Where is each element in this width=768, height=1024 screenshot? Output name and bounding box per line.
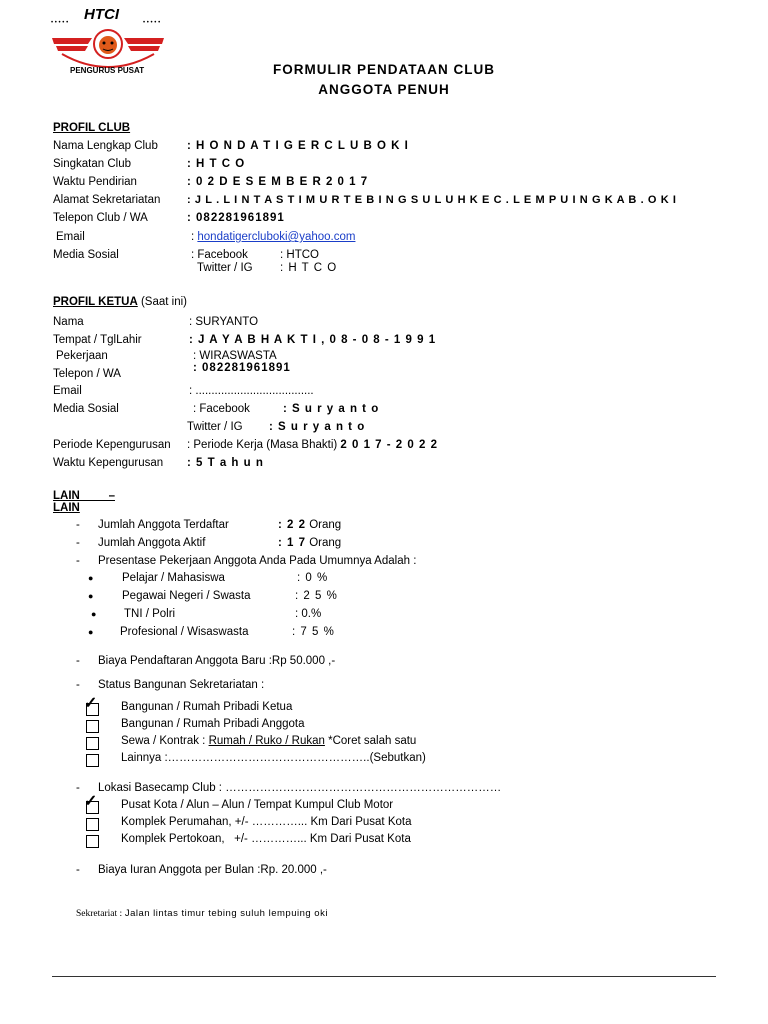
label-email-club: Email bbox=[56, 231, 85, 243]
value-alamat: : J L . L I N T A S T I M U R T E B I N G S U L U H K E C . L E M P U I N G K A B . O K I bbox=[187, 194, 677, 206]
value-pekerjaan-profesional: : 7 5 % bbox=[292, 626, 335, 638]
value-pekerjaan-pegawai: : 2 5 % bbox=[295, 590, 338, 602]
label-pekerjaan-pelajar: Pelajar / Mahasiswa bbox=[122, 572, 225, 584]
label-medsos-club: Media Sosial bbox=[53, 249, 119, 261]
label-presentase: Presentase Pekerjaan Anggota Anda Pada Umumnya Adalah : bbox=[98, 555, 417, 567]
value-jumlah-terdaftar: : 2 2 bbox=[278, 519, 307, 531]
svg-text:• • • • •: • • • • • bbox=[51, 20, 69, 26]
checkbox-pertokoan[interactable] bbox=[86, 835, 99, 848]
section-lain-2: LAIN bbox=[53, 502, 80, 514]
value-twitter-club: : H T C O bbox=[280, 262, 338, 274]
logo-text: HTCI bbox=[84, 6, 119, 23]
bullet: ● bbox=[91, 609, 97, 619]
option-lainnya: Lainnya :……………………………………………..(Sebutkan) bbox=[121, 752, 426, 764]
dash-bullet: - bbox=[76, 537, 80, 549]
option-sewa-post: *Coret salah satu bbox=[324, 735, 417, 747]
label-pekerjaan-pegawai: Pegawai Negeri / Swasta bbox=[122, 590, 251, 602]
label-pekerjaan: Pekerjaan bbox=[56, 350, 108, 362]
bullet: ● bbox=[88, 573, 94, 583]
label-medsos-ketua: Media Sosial bbox=[53, 403, 119, 415]
value-periode-years: 2 0 1 7 - 2 0 2 2 bbox=[340, 439, 438, 451]
label-nama-ketua: Nama bbox=[53, 316, 84, 328]
footer-sek-value: Jalan lintas timur tebing suluh lempuing oki bbox=[124, 908, 328, 919]
label-ttl: Tempat / TglLahir bbox=[53, 334, 142, 346]
footer-sek-label: Sekretariat : bbox=[76, 909, 123, 919]
biaya-iuran: Biaya Iuran Anggota per Bulan :Rp. 20.000 ,- bbox=[98, 864, 327, 876]
label-telepon-club: Telepon Club / WA bbox=[53, 212, 148, 224]
label-jumlah-aktif: Jumlah Anggota Aktif bbox=[98, 537, 206, 549]
value-periode: : Periode Kerja (Masa Bhakti) bbox=[187, 439, 338, 451]
label-lokasi-basecamp: Lokasi Basecamp Club : ……………………………………………………………… bbox=[98, 782, 502, 794]
label-pekerjaan-profesional: Profesional / Wisaswasta bbox=[120, 626, 249, 638]
label-facebook-club: : Facebook bbox=[191, 249, 248, 261]
label-facebook-ketua: : Facebook bbox=[193, 403, 250, 415]
checkbox-rumah-anggota[interactable] bbox=[86, 720, 99, 733]
option-perumahan: Komplek Perumahan, +/- …………... Km Dari Pusat Kota bbox=[121, 816, 412, 828]
bullet: ● bbox=[88, 627, 94, 637]
option-rumah-ketua: Bangunan / Rumah Pribadi Ketua bbox=[121, 701, 293, 713]
label-nama-club: Nama Lengkap Club bbox=[53, 140, 158, 152]
option-pertokoan: Komplek Pertokoan, +/- …………... Km Dari Pusat Kota bbox=[121, 833, 411, 845]
value-waktu-kepengurusan: : 5 T a h u n bbox=[187, 457, 264, 469]
section-lain-1: LAIN – bbox=[53, 490, 115, 502]
value-pekerjaan: : WIRASWASTA bbox=[193, 350, 277, 362]
label-twitter-ketua: Twitter / IG bbox=[187, 421, 243, 433]
dash-bullet: - bbox=[76, 679, 80, 691]
option-rumah-anggota: Bangunan / Rumah Pribadi Anggota bbox=[121, 718, 305, 730]
value-twitter-ketua: : S u r y a n t o bbox=[269, 421, 366, 433]
dash-bullet: - bbox=[76, 555, 80, 567]
org-name: PENGURUS PUSAT bbox=[70, 66, 145, 75]
form-title: FORMULIR PENDATAAN CLUB bbox=[273, 62, 495, 77]
check-icon: ✓ bbox=[84, 695, 98, 712]
checkbox-sewa[interactable] bbox=[86, 737, 99, 750]
label-waktu-pendirian: Waktu Pendirian bbox=[53, 176, 137, 188]
section-profil-ketua: PROFIL KETUA bbox=[53, 296, 138, 308]
value-telepon-ketua: : 082281961891 bbox=[193, 362, 291, 374]
label-pekerjaan-tni: TNI / Polri bbox=[124, 608, 176, 620]
dash-bullet: - bbox=[76, 782, 80, 794]
value-pekerjaan-tni: : 0.% bbox=[295, 608, 322, 620]
value-ttl: : J A Y A B H A K T I , 0 8 - 0 8 - 1 9 9 1 bbox=[189, 334, 437, 346]
value-nama-club: : H O N D A T I G E R C L U B O K I bbox=[187, 140, 409, 152]
value-nama-ketua: : SURYANTO bbox=[189, 316, 259, 328]
value-facebook-club: : HTCO bbox=[280, 249, 319, 261]
label-jumlah-terdaftar: Jumlah Anggota Terdaftar bbox=[98, 519, 229, 531]
section-profil-club: PROFIL CLUB bbox=[53, 122, 131, 134]
svg-text:• • • • •: • • • • • bbox=[143, 20, 161, 26]
value-email-ketua: : ..................................... bbox=[189, 385, 314, 397]
label-status-bangunan: Status Bangunan Sekretariatan : bbox=[98, 679, 265, 691]
label-twitter-club: Twitter / IG bbox=[197, 262, 253, 274]
label-periode: Periode Kepengurusan bbox=[53, 439, 171, 451]
value-singkatan: : H T C O bbox=[187, 158, 246, 170]
value-waktu-pendirian: : 0 2 D E S E M B E R 2 0 1 7 bbox=[187, 176, 369, 188]
dash-bullet: - bbox=[76, 864, 80, 876]
option-sewa-underlined: Rumah / Ruko / Rukan bbox=[208, 735, 325, 747]
bullet: ● bbox=[88, 591, 94, 601]
unit-jumlah-terdaftar: Orang bbox=[309, 519, 342, 531]
profil-ketua-note: (Saat ini) bbox=[140, 296, 187, 308]
label-telepon-ketua: Telepon / WA bbox=[53, 368, 121, 380]
footer-divider bbox=[52, 976, 716, 977]
value-telepon-club: : 082281961891 bbox=[187, 212, 285, 224]
dash-bullet: - bbox=[76, 655, 80, 667]
label-alamat: Alamat Sekretariatan bbox=[53, 194, 161, 206]
label-email-ketua: Email bbox=[53, 385, 82, 397]
label-waktu-kepengurusan: Waktu Kepengurusan bbox=[53, 457, 164, 469]
checkbox-perumahan[interactable] bbox=[86, 818, 99, 831]
option-pusat-kota: Pusat Kota / Alun – Alun / Tempat Kumpul Club Motor bbox=[121, 799, 394, 811]
checkbox-lainnya[interactable] bbox=[86, 754, 99, 767]
value-jumlah-aktif: : 1 7 bbox=[278, 537, 307, 549]
label-singkatan: Singkatan Club bbox=[53, 158, 131, 170]
unit-jumlah-aktif: Orang bbox=[309, 537, 342, 549]
dash-bullet: - bbox=[76, 519, 80, 531]
option-sewa-pre: Sewa / Kontrak : bbox=[121, 735, 209, 747]
value-facebook-ketua: : S u r y a n t o bbox=[283, 403, 380, 415]
email-link[interactable]: hondatigercluboki@yahoo.com bbox=[197, 231, 356, 243]
biaya-pendaftaran: Biaya Pendaftaran Anggota Baru :Rp 50.000 ,- bbox=[98, 655, 336, 667]
form-subtitle: ANGGOTA PENUH bbox=[318, 82, 450, 97]
check-icon: ✓ bbox=[84, 793, 98, 810]
value-pekerjaan-pelajar: : 0 % bbox=[297, 572, 329, 584]
